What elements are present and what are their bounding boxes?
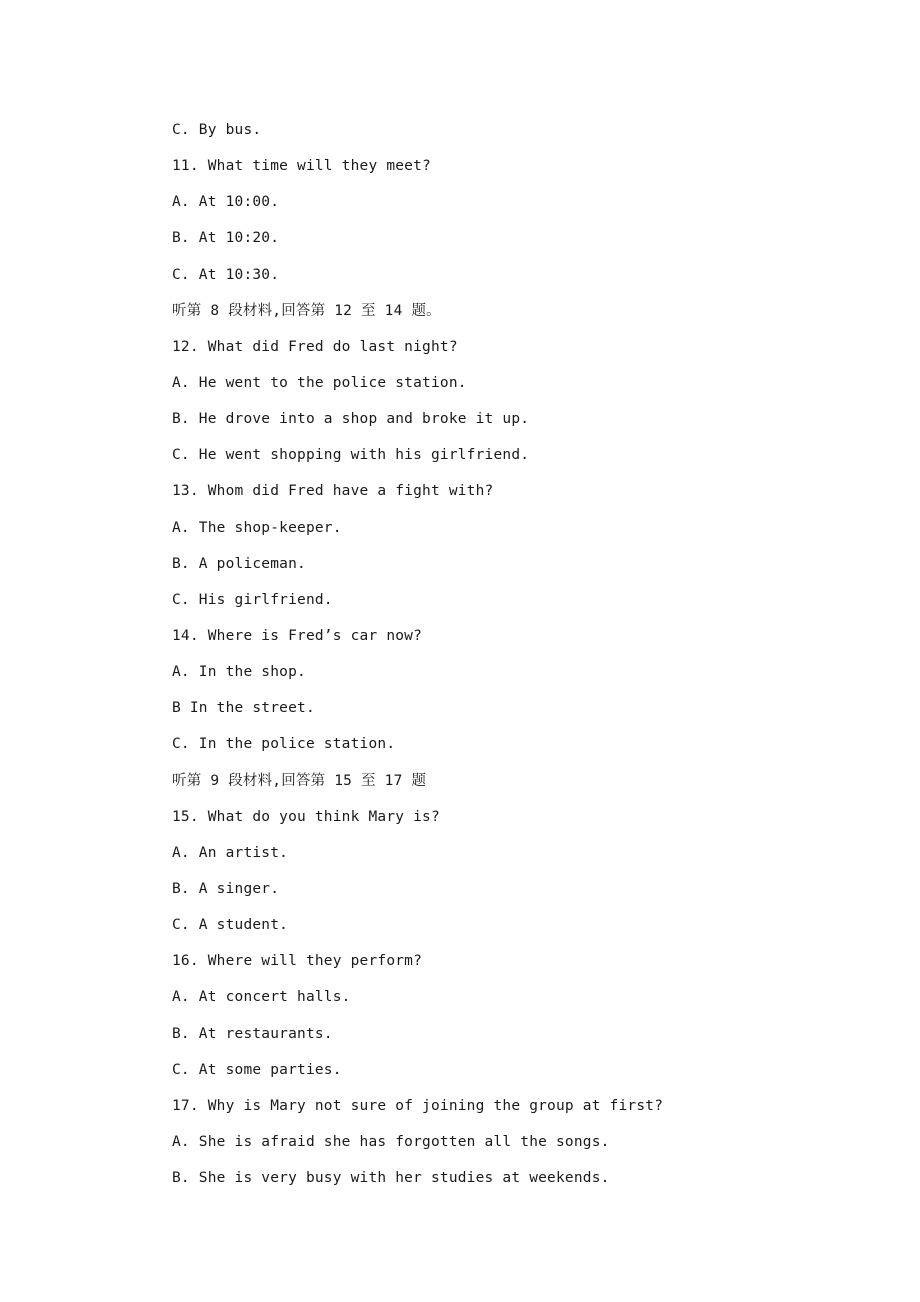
option-q16-c: C. At some parties. (172, 1061, 342, 1078)
option-q15-b: B. A singer. (172, 880, 280, 897)
question-12: 12. What did Fred do last night? (172, 338, 458, 355)
option-q14-b: B In the street. (172, 700, 315, 717)
question-14: 14. Where is Fred’s car now? (172, 627, 423, 644)
document-page (172, 118, 872, 1202)
option-q14-a: A. In the shop. (172, 664, 306, 681)
option-q16-b: B. At restaurants. (172, 1025, 333, 1042)
option-q11-b: B. At 10:20. (172, 230, 280, 247)
option-q13-c: C. His girlfriend. (172, 591, 333, 608)
option-q14-c: C. In the police station. (172, 736, 396, 753)
question-15: 15. What do you think Mary is? (172, 808, 440, 825)
question-17: 17. Why is Mary not sure of joining the group at first? (172, 1097, 664, 1114)
option-q12-b: B. He drove into a shop and broke it up. (172, 411, 530, 428)
option-q15-a: A. An artist. (172, 844, 289, 861)
option-q12-a: A. He went to the police station. (172, 374, 467, 391)
option-q11-a: A. At 10:00. (172, 194, 280, 211)
question-13: 13. Whom did Fred have a fight with? (172, 483, 494, 500)
option-q10-c: C. By bus. (172, 122, 262, 138)
section-heading-8: 听第 8 段材料,回答第 12 至 14 题。 (172, 302, 441, 319)
option-q16-a: A. At concert halls. (172, 989, 351, 1006)
question-16: 16. Where will they perform? (172, 953, 423, 970)
option-q12-c: C. He went shopping with his girlfriend. (172, 447, 530, 464)
option-q13-a: A. The shop-keeper. (172, 519, 342, 536)
option-q13-b: B. A policeman. (172, 555, 306, 572)
section-heading-9: 听第 9 段材料,回答第 15 至 17 题 (172, 772, 427, 789)
question-11: 11. What time will they meet? (172, 158, 431, 175)
option-q17-a: A. She is afraid she has forgotten all the songs. (172, 1133, 610, 1150)
option-q17-b: B. She is very busy with her studies at weekends. (172, 1170, 610, 1187)
option-q15-c: C. A student. (172, 917, 289, 934)
option-q11-c: C. At 10:30. (172, 266, 280, 283)
